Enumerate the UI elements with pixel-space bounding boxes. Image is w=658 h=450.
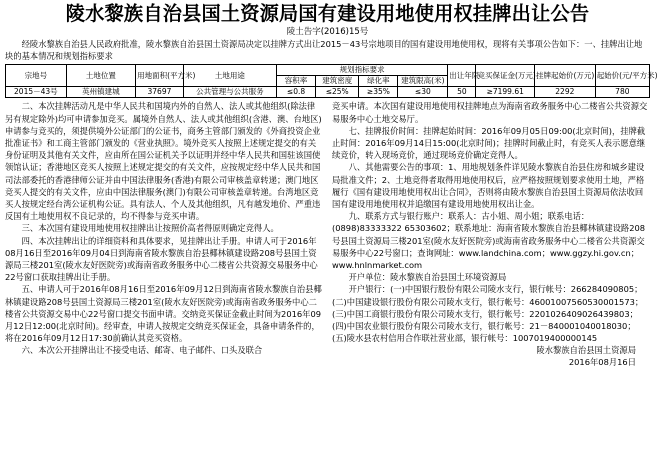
table-cell: 50 [448, 87, 476, 98]
table-cell: ≥7199.61 [476, 87, 535, 98]
issue-date: 2016年08月16日 [568, 357, 636, 368]
header-density: 建筑密度 [316, 76, 359, 87]
table-cell: 公共管理与公共服务 [183, 87, 276, 98]
issuer-signature: 陵水黎族自治县国土资源局 [536, 345, 636, 356]
table-cell: 37697 [136, 87, 184, 98]
table-row [6, 87, 650, 98]
header-plot-ratio: 容积率 [277, 76, 316, 87]
bank-accounts: 开户银行：(一)中国银行股份有限公司陵水支行，银行帐号：266284090805；(二)中国建设银行股份有限公司陵水支行，银行帐号：46001007560530001573；(三)中国工商银行股份有限公司陵水支行，银行帐号：2201026409026439803；(四)中国农业银行股份有限公司陵水支行，银行帐号：21－840001040018030；(五)陵水县农村信用合作联社营业部，银行帐号：1007019400000145 [332, 284, 644, 344]
section-3-paragraph: 三、本次国有建设用地使用权挂牌出让按照价高者得原则确定竞得人。 [21, 223, 279, 234]
table-cell: ≤25% [316, 87, 359, 98]
table-cell: ≤30 [398, 87, 448, 98]
body-columns [5, 100, 650, 368]
header-height: 建筑限高(米) [398, 76, 448, 87]
section-6-paragraph: 六、本次公开挂牌出让不接受电话、邮寄、电子邮件、口头及联合 [21, 345, 263, 356]
section-6-continued: 竞买申请。本次国有建设用地使用权挂牌地点为海南省政务服务中心二楼省公共资源交易服务中心土地交易厅。 [332, 101, 648, 124]
right-column [332, 100, 650, 368]
header-deposit: 竞买保证金(万元) [476, 65, 535, 87]
section-8-paragraph: 八、其他需要公告的事项：1、用地规划条件详见陵水黎族自治县住房和城乡建设局批准文件；2、土地竞得者取得用地使用权后，应严格按照规划要求使用土地，严格履行《国有建设用地使用权出让合同》，否则将由陵水黎族自治县国土资源局依法收回国有建设用地使用权并追缴国有建设用地使用权出让金。 [332, 162, 645, 210]
table-cell: ≤0.8 [277, 87, 316, 98]
header-area: 用地面积(平方米) [136, 65, 184, 87]
table-cell: ≥35% [359, 87, 398, 98]
header-term: 出让年限 [448, 65, 476, 87]
lot-table [5, 64, 658, 98]
notice-title: 陵水黎族自治县国土资源局国有建设用地使用权挂牌出让公告 [65, 2, 590, 25]
left-column [5, 100, 323, 368]
header-greening: 绿化率 [359, 76, 398, 87]
section-5-paragraph: 五、申请人可于2016年08月16日至2016年09月12日到海南省陵水黎族自治县椰林镇建设路208号县国土资源局三楼201室(陵水友好医院旁)或海南省政务服务中心二楼省公共资源交易中心22号窗口提交书面申请。交纳竞买保证金截止时间为2016年09月12日12:00(北京时间)。经审查，申请人按规定交纳竞买保证金，具备申请条件的，将在2016年09月12日17:30前确认其竞买资格。 [5, 284, 322, 344]
section-4-paragraph: 四、本次挂牌出让的详细资料和具体要求，见挂牌出让手册。申请人可于2016年08月16日至2016年09月04日到海南省陵水黎族自治县椰林镇建设路208号县国土资源局三楼201室(陵水友好医院旁)或海南省政务服务中心二楼省公共资源交易服务中心22号窗口获取挂牌出让手册。 [5, 235, 318, 283]
table-cell: 2015－43号 [6, 87, 67, 98]
header-increment: 起始价(元/平方米) [595, 65, 649, 87]
header-nature: 土地用途 [183, 65, 276, 87]
account-holder: 开户单位：陵水黎族自治县国土环境资源局 [348, 272, 507, 283]
section-9-paragraph: 九、联系方式与银行账户：联系人：古小姐、周小姐；联系电话：(0898)83333322 65303602；联系地址：海南省陵水黎族自治县椰林镇建设路208号县国土资源局三楼201室(陵水友好医院旁)或海南省政务服务中心二楼省公共资源交易服务中心22号窗口；查询网址：www.landchina.com；www.ggzy.hi.gov.cn；www.hnlnmarket.com [332, 211, 646, 271]
header-start-price: 挂牌起始价(万元) [534, 65, 595, 87]
table-cell: 780 [595, 87, 649, 98]
section-7-paragraph: 七、挂牌报价时间：挂牌起始时间：2016年09月05日09:00(北京时间)，挂牌截止时间：2016年09月14日15:00(北京时间)；挂牌时间截止时，有竞买人表示愿意继续竞价，转入现场竞价，通过现场竞价确定竞得人。 [332, 125, 646, 161]
document-number: 陵土告字(2016)15号 [286, 27, 369, 37]
header-lot-no: 宗地号 [6, 65, 67, 87]
section-2-paragraph: 二、本次挂牌活动凡是中华人民共和国境内外的自然人、法人或其他组织(除法律另有规定除外)均可申请参加竞买。属境外自然人、法人或其他组织(含港、澳、台地区)申请参与竞买的，须提供境外公证部门的公证书，商务主管部门颁发的《外商投资企业批准证书》和工商主管部门颁发的《营业执照》。境外竞买人按照上述规定提交的有关身份证明及其他有关文件，应由所在国公证机关予以证明并经中华人民共和国驻该国使领馆认证；香港地区竞买人按照上述规定提交的有关文件，应按规定经中华人民共和国司法部委托的香港律师公证并由中国法律服务(香港)有限公司审核盖章转递；澳门地区竞买人提交的有关文件，应由中国法律服务(澳门)有限公司审核盖章转递。台湾地区竞买人按规定经台湾公证机构公证。具有法人、个人及其他组织，凡有越发地价、严重违反国有土地使用权不良记录的，均不得参与竞买申请。 [5, 101, 322, 222]
header-planning: 规划指标要求 [277, 65, 448, 76]
table-cell: 英州镇建城 [66, 87, 135, 98]
intro-paragraph: 经陵水黎族自治县人民政府批准，陵水黎族自治县国土资源局决定以挂牌方式出让2015－43号宗地项目的国有建设用地使用权，现将有关事项公告如下：一、挂牌出让地块的基本情况和规划指标要求 [5, 39, 643, 62]
table-cell: 2292 [534, 87, 595, 98]
header-location: 土地位置 [66, 65, 135, 87]
